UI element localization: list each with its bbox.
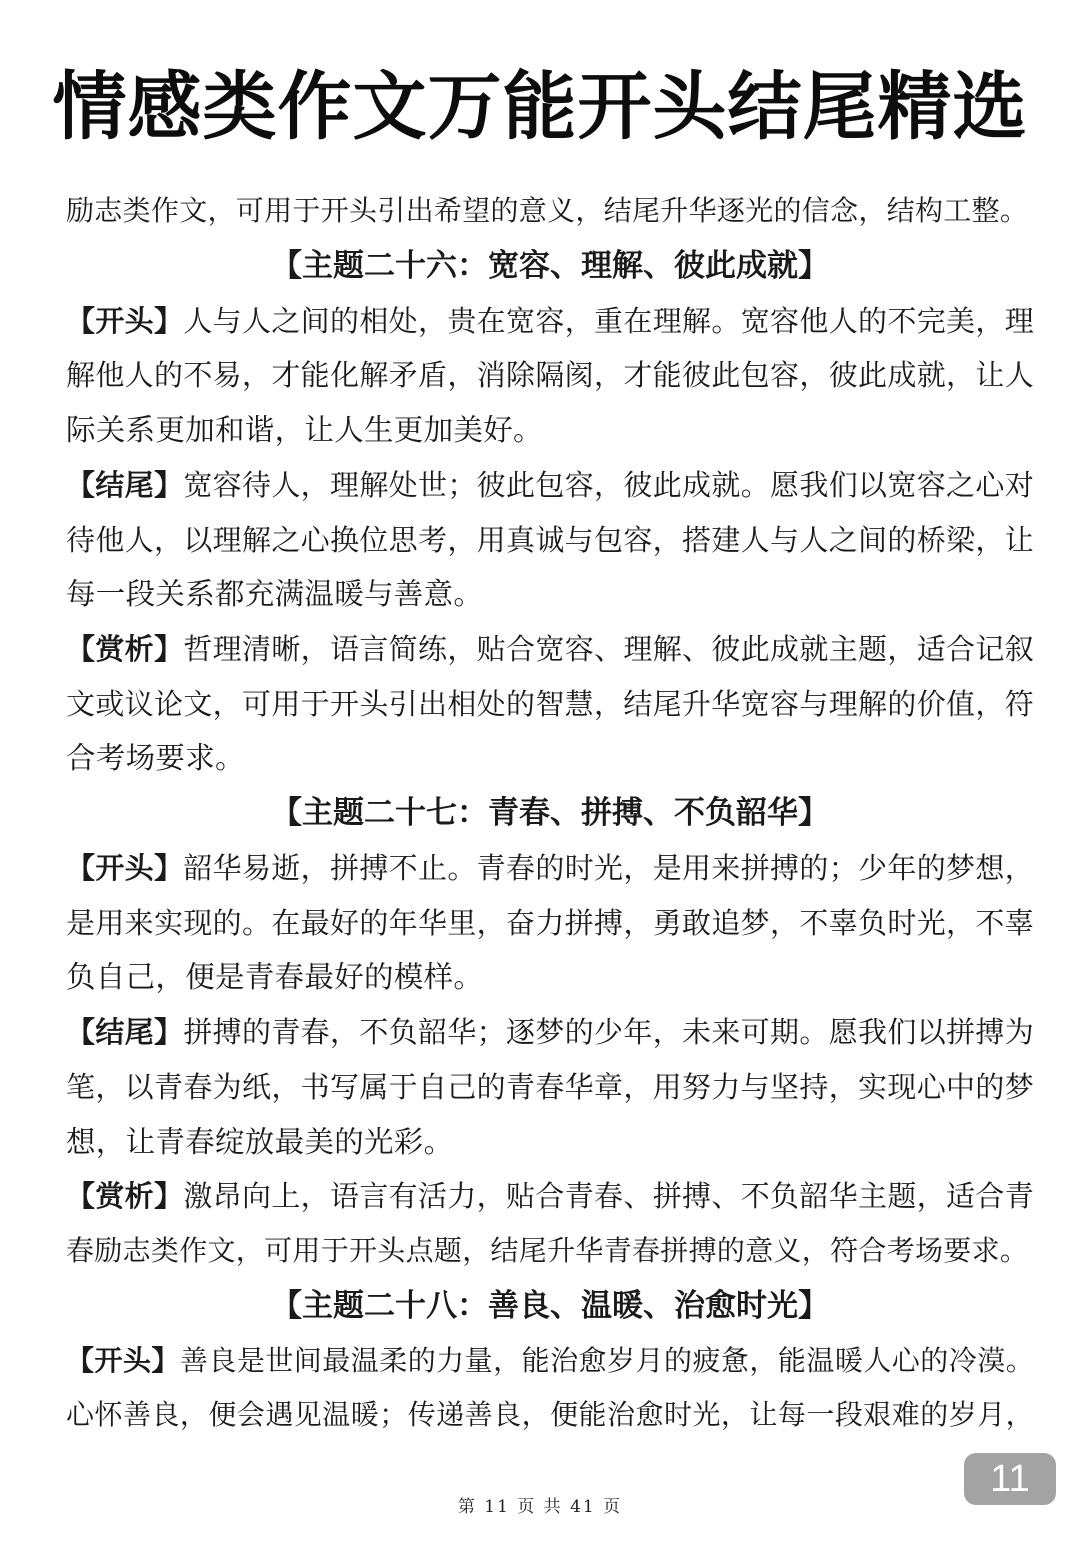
text-line	[66, 677, 1034, 732]
text-line	[66, 1334, 1034, 1389]
section-heading: 【主题二十八：善良、温暖、治愈时光】	[271, 1287, 829, 1324]
line-text: 合考场要求。	[66, 741, 245, 776]
paragraph-tag: 【赏析】	[66, 631, 184, 666]
line-text: 是用来实现的。在最好的年华里，奋力拼搏，勇敢追梦，不辜负时光，不辜	[66, 905, 1034, 940]
text-line	[66, 458, 1034, 513]
section-heading: 【主题二十六：宽容、理解、彼此成就】	[271, 247, 829, 284]
line-text: 际关系更加和谐，让人生更加美好。	[66, 413, 543, 448]
article-body	[66, 184, 1034, 1443]
page-number-badge[interactable]: 11	[964, 1453, 1056, 1505]
section-heading: 【主题二十七：青春、拼搏、不负韶华】	[271, 795, 829, 832]
line-text: 善良是世间最温柔的力量，能治愈岁月的疲惫，能温暖人心的冷漠。	[179, 1343, 1034, 1377]
paragraph-tag: 【开头】	[66, 303, 184, 338]
text-line	[66, 294, 1034, 349]
line-text: 励志类作文，可用于开头引出希望的意义，结尾升华逐光的信念，结构工整。	[66, 194, 1029, 227]
line-text: 激昂向上，语言有活力，贴合青春、拼搏、不负韶华主题，适合青	[183, 1179, 1035, 1214]
line-text: 拼搏的青春，不负韶华；逐梦的少年，未来可期。愿我们以拼搏为	[183, 1015, 1035, 1050]
line-text: 人与人之间的相处，贵在宽容，重在理解。宽容他人的不完美，理	[183, 303, 1035, 338]
paragraph-tag: 【结尾】	[66, 467, 184, 502]
text-line	[66, 950, 1034, 1005]
text-line	[66, 731, 1034, 786]
text-line	[66, 184, 1034, 239]
text-line	[66, 403, 1034, 458]
line-text: 想，让青春绽放最美的光彩。	[66, 1124, 454, 1159]
paragraph-tag: 【开头】	[66, 1343, 180, 1377]
paragraph-tag: 【开头】	[66, 851, 184, 886]
line-text: 春励志类作文，可用于开头点题，结尾升华青春拼搏的意义，符合考场要求。	[66, 1233, 1029, 1267]
text-line	[66, 841, 1034, 896]
paragraph-tag: 【赏析】	[66, 1179, 184, 1214]
line-text: 解他人的不易，才能化解矛盾，消除隔阂，才能彼此包容，彼此成就，让人	[66, 358, 1034, 393]
line-text: 韶华易逝，拼搏不止。青春的时光，是用来拼搏的；少年的梦想，	[183, 851, 1035, 886]
text-line	[66, 1388, 1034, 1443]
line-text: 待他人，以理解之心换位思考，用真诚与包容，搭建人与人之间的桥梁，让	[66, 522, 1034, 557]
text-line	[66, 896, 1034, 951]
text-line	[66, 622, 1034, 677]
page-title: 情感类作文万能开头结尾精选	[52, 64, 1028, 150]
line-text: 宽容待人，理解处世；彼此包容，彼此成就。愿我们以宽容之心对	[183, 467, 1035, 502]
line-text: 哲理清晰，语言简练，贴合宽容、理解、彼此成就主题，适合记叙	[183, 631, 1035, 666]
line-text: 负自己，便是青春最好的模样。	[66, 960, 484, 995]
text-line	[66, 348, 1034, 403]
text-line	[66, 1169, 1034, 1224]
line-text: 心怀善良，便会遇见温暖；传递善良，便能治愈时光，让每一段艰难的岁月，	[66, 1398, 1034, 1432]
page-footer: 第 11 页 共 41 页	[457, 1497, 623, 1517]
text-line	[66, 1115, 1034, 1170]
text-line	[66, 1005, 1034, 1060]
text-line	[66, 1060, 1034, 1115]
text-line	[66, 513, 1034, 568]
paragraph-tag: 【结尾】	[66, 1015, 184, 1050]
text-line	[66, 1224, 1034, 1279]
line-text: 文或议论文，可用于开头引出相处的智慧，结尾升华宽容与理解的价值，符	[66, 686, 1034, 721]
line-text: 每一段关系都充满温暖与善意。	[66, 577, 484, 612]
text-line	[66, 567, 1034, 622]
line-text: 笔，以青春为纸，书写属于自己的青春华章，用努力与坚持，实现心中的梦	[66, 1069, 1034, 1104]
